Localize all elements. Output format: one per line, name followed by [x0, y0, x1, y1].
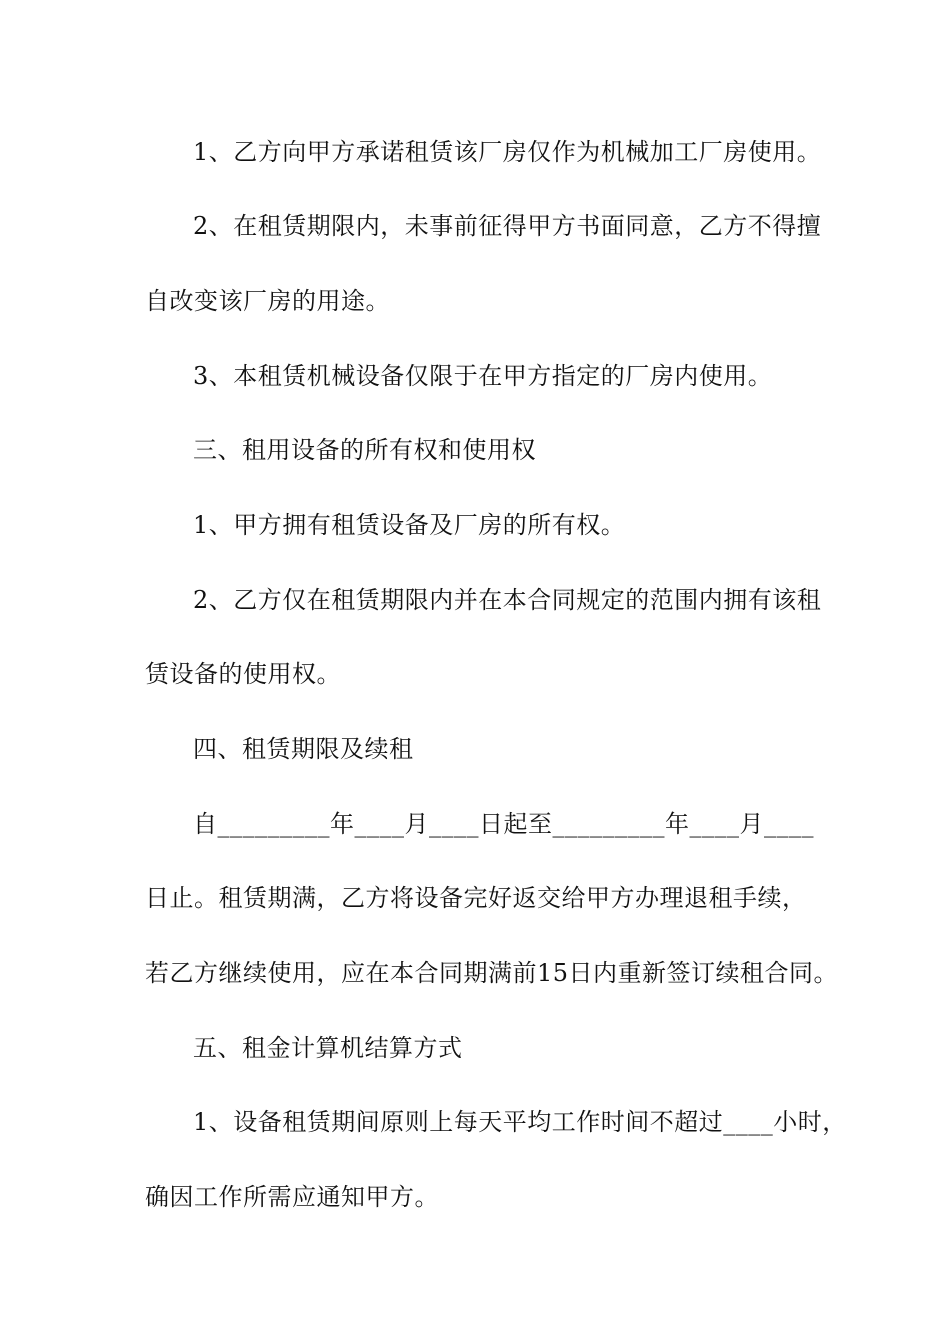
clause-no-change-use-line-2: 自改变该厂房的用途。	[145, 287, 390, 315]
clause-ownership: 1、甲方拥有租赁设备及厂房的所有权。	[193, 511, 626, 539]
clause-working-hours-line-1: 1、设备租赁期间原则上每天平均工作时间不超过____小时，	[193, 1108, 847, 1136]
clause-no-change-use-line-1: 2、在租赁期限内，未事前征得甲方书面同意，乙方不得擅	[193, 212, 822, 240]
clause-usage-rights-line-1: 2、乙方仅在租赁期限内并在本合同规定的范围内拥有该租	[193, 586, 822, 614]
section-heading-lease-term: 四、租赁期限及续租	[193, 735, 414, 763]
clause-lease-dates-line-1: 自_________年____月____日起至_________年____月____	[193, 810, 814, 838]
clause-usage-rights-line-2: 赁设备的使用权。	[145, 660, 341, 688]
clause-usage-commitment: 1、乙方向甲方承诺租赁该厂房仅作为机械加工厂房使用。	[193, 138, 822, 166]
clause-working-hours-line-2: 确因工作所需应通知甲方。	[145, 1183, 439, 1211]
section-heading-ownership: 三、租用设备的所有权和使用权	[193, 436, 536, 464]
clause-lease-renewal: 若乙方继续使用，应在本合同期满前15日内重新签订续租合同。	[145, 959, 839, 987]
section-heading-rent-settlement: 五、租金计算机结算方式	[193, 1034, 463, 1062]
clause-equipment-location: 3、本租赁机械设备仅限于在甲方指定的厂房内使用。	[193, 362, 773, 390]
clause-lease-dates-line-2: 日止。租赁期满，乙方将设备完好返交给甲方办理退租手续，	[145, 884, 807, 912]
